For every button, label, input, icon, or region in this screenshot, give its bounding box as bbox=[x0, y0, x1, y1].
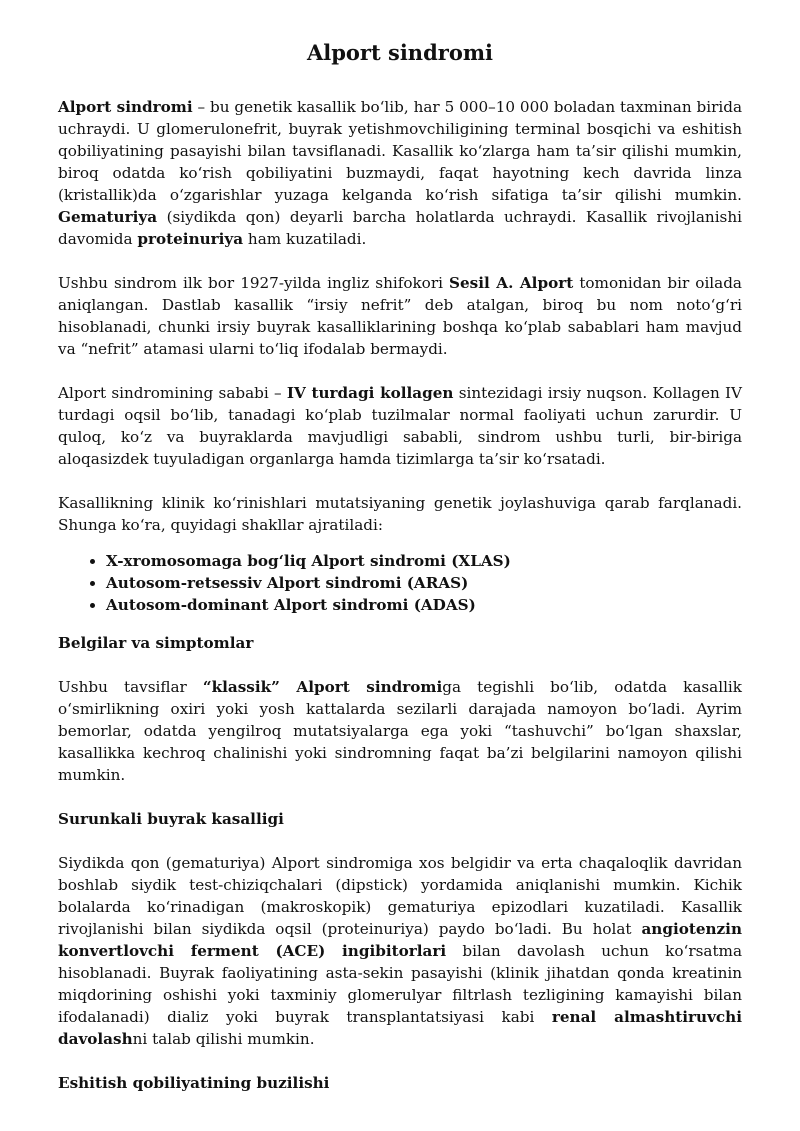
term-classic: “klassik” Alport sindromi bbox=[202, 678, 443, 696]
symptoms-paragraph: Ushbu tavsiflar “klassik” Alport sindromiga tegishli bo‘lib, odatda kasallik o‘smirlikning oxiri yoki yosh kattalarda sezilarli darajada namoyon bo‘ladi. Ayrim bemorlar, odatda yengilroq mutatsiyalarga ega yoki “tashuvchi” bo‘lgan shaxslar, kasallikka kechroq chalinishi yoki sindromning faqat ba’zi belgilarini namoyon qilishi mumkin. bbox=[58, 678, 742, 784]
term-gematuriya: Gematuriya bbox=[58, 208, 158, 226]
term-alport-name: Sesil A. Alport bbox=[449, 274, 574, 292]
list-item: • Autosom-dominant Alport sindromi (ADAS) bbox=[106, 594, 742, 616]
term-ace-inhibitors: angiotenzin konvertlovchi ferment (ACE) ingibitorlari bbox=[58, 920, 742, 960]
term-proteinuriya: proteinuriya bbox=[137, 230, 244, 248]
document-page bbox=[58, 36, 742, 1116]
term-collagen: IV turdagi kollagen bbox=[286, 384, 454, 402]
page-title: Alport sindromi bbox=[306, 40, 494, 65]
term-renal-replacement: renal almashtiruvchi davolash bbox=[58, 1008, 742, 1048]
forms-list bbox=[58, 550, 742, 616]
list-item: • Autosom-retsessiv Alport sindromi (ARAS) bbox=[106, 572, 742, 594]
section-heading-symptoms: Belgilar va simptomlar bbox=[58, 634, 254, 652]
list-item: • X-xromosomaga bog‘liq Alport sindromi (XLAS) bbox=[106, 550, 742, 572]
term-alport: Alport sindromi bbox=[58, 98, 193, 116]
ckd-paragraph: Siydikda qon (gematuriya) Alport sindromiga xos belgidir va erta chaqaloqlik davridan boshlab siydik test-chiziqchalari (dipstick) yordamida aniqlanishi mumkin. Kichik bolalarda ko‘rinadigan (makroskopik) gematuriya epizodlari kuzatiladi. Kasallik rivojlanishi bilan siydikda oqsil (proteinuriya) paydo bo‘ladi. Bu holat angiotenzin konvertlovchi ferment (ACE) ingibitorlari bilan davolash uchun ko‘rsatma hisoblanadi. Buyrak faoliyatining asta-sekin pasayishi (klinik jihatdan qonda kreatinin miqdorining oshishi yoki taxminiy glomerulyar filtrlash tezligining kamayishi bilan ifodalanadi) dializ yoki buyrak transplantatsiyasi kabi renal almashtiruvchi davolashni talab qilishi mumkin. bbox=[58, 854, 742, 1048]
section-heading-ckd: Surunkali buyrak kasalligi bbox=[58, 810, 284, 828]
intro-paragraph: Alport sindromi – bu genetik kasallik bo‘lib, har 5 000–10 000 boladan taxminan birida uchraydi. U glomerulonefrit, buyrak yetishmovchiligining terminal bosqichi va eshitish qobiliyatining pasayishi bilan tavsiflanadi. Kasallik ko‘zlarga ham ta’sir qilishi mumkin, biroq odatda ko‘rish qobiliyatini buzmaydi, faqat hayotning kech davrida linza (kristallik)da o‘zgarishlar yuzaga kelganda ko‘rish sifatiga ta’sir qilishi mumkin. Gematuriya (siydikda qon) deyarli barcha holatlarda uchraydi. Kasallik rivojlanishi davomida proteinuriya ham kuzatiladi. bbox=[58, 98, 743, 248]
section-heading-hearing: Eshitish qobiliyatining buzilishi bbox=[58, 1074, 330, 1092]
history-paragraph: Ushbu sindrom ilk bor 1927-yilda ingliz shifokori Sesil A. Alport tomonidan bir oilada aniqlangan. Dastlab kasallik “irsiy nefrit” deb atalgan, biroq bu nom noto‘g‘ri hisoblanadi, chunki irsiy buyrak kasalliklarining boshqa ko‘plab sabablari ham mavjud va “nefrit” atamasi ularni to‘liq ifodalab bermaydi. bbox=[58, 274, 742, 358]
forms-intro-paragraph: Kasallikning klinik ko‘rinishlari mutatsiyaning genetik joylashuviga qarab farqlanadi. Shunga ko‘ra, quyidagi shakllar ajratiladi: bbox=[58, 494, 742, 534]
cause-paragraph: Alport sindromining sababi – IV turdagi kollagen sintezidagi irsiy nuqson. Kollagen IV turdagi oqsil bo‘lib, tanadagi ko‘plab tuzilmalar normal faoliyati uchun zarurdir. U quloq, ko‘z va buyraklarda mavjudligi sababli, sindrom ushbu turli, bir-biriga aloqasizdek tuyuladigan organlarga hamda tizimlarga ta’sir ko‘rsatadi. bbox=[58, 384, 743, 468]
